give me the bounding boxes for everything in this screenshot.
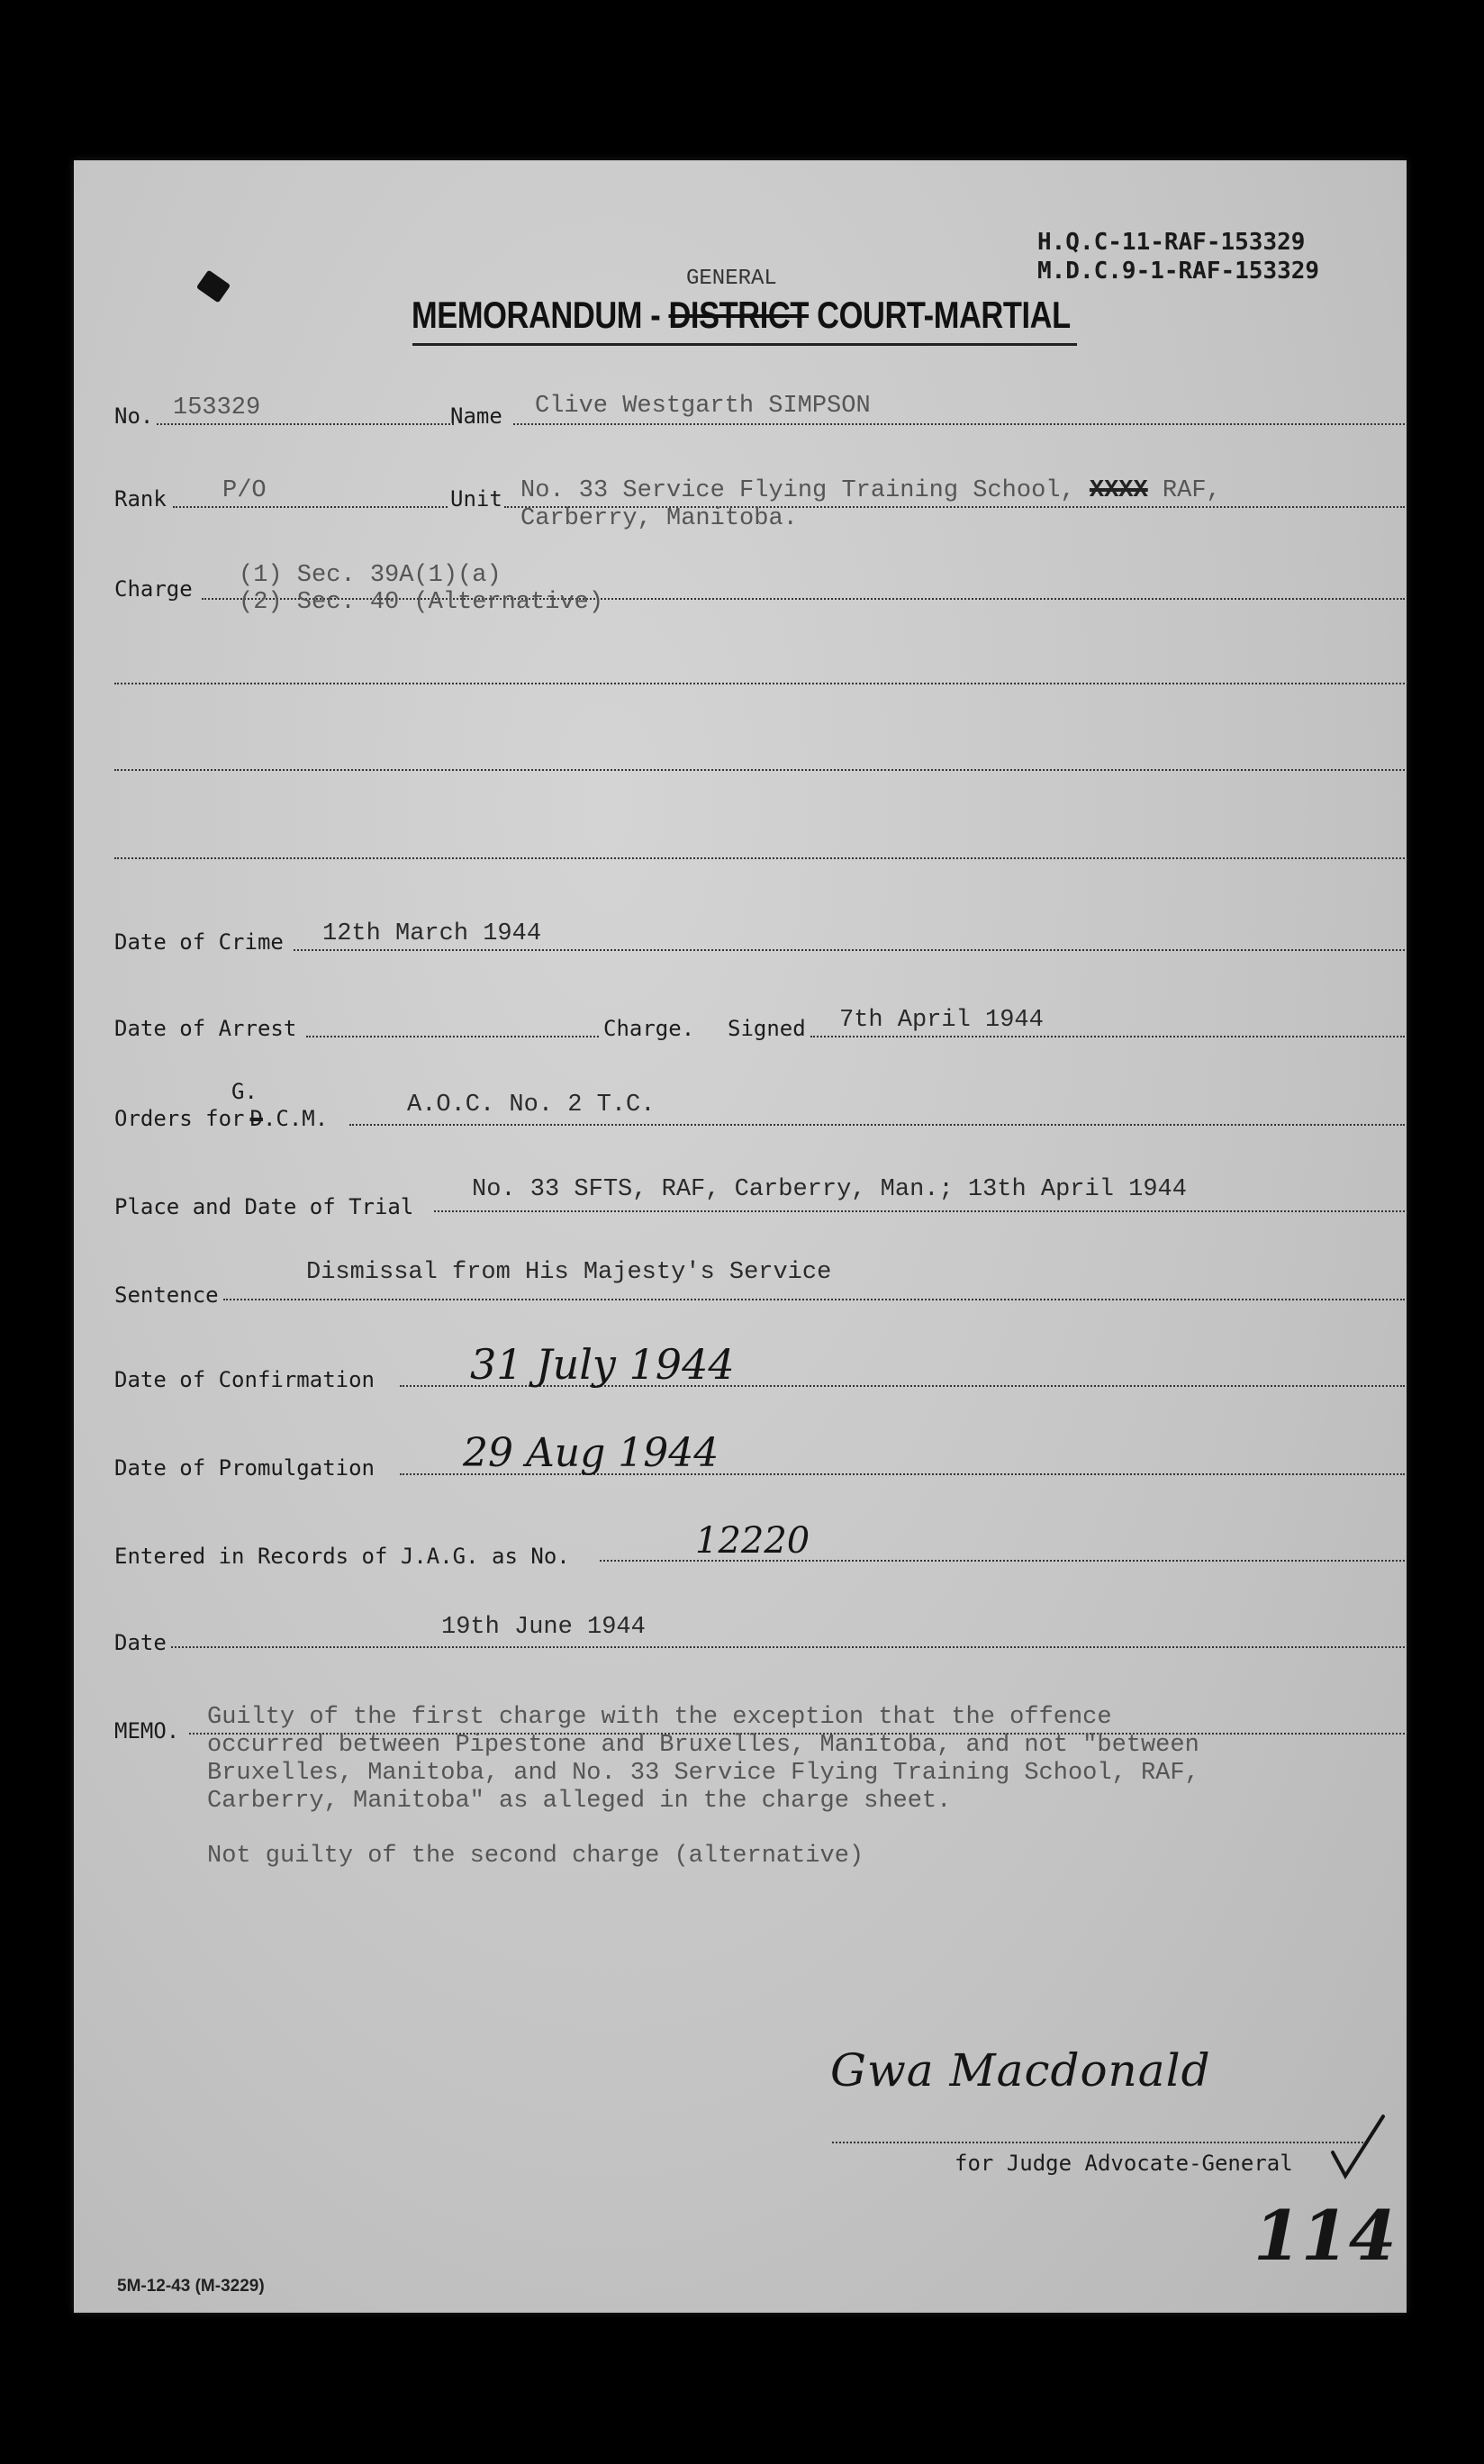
form-number: 5M-12-43 (M-3229) [117, 2277, 265, 2296]
signature: Gwa Macdonald [830, 2044, 1211, 2097]
place-date-trial-label: Place and Date of Trial [114, 1194, 414, 1219]
date-value: 19th June 1944 [441, 1614, 646, 1641]
memo-line-2: occurred between Pipestone and Bruxelles, Manitoba, and not "between [207, 1732, 1199, 1759]
charge-signed-rule [810, 1036, 1405, 1037]
hq-reference-1: H.Q.C-11-RAF-153329 [1037, 229, 1306, 256]
sentence-rule [223, 1299, 1405, 1300]
unit-school: No. 33 Service Flying Training School, [520, 477, 1075, 504]
jag-record-number: 12220 [695, 1520, 810, 1562]
orders-for-prefix: Orders for [114, 1106, 245, 1131]
name-value: Clive Westgarth SIMPSON [535, 393, 871, 420]
no-value: 153329 [173, 394, 261, 421]
entered-records-label: Entered in Records of J.A.G. as No. [114, 1544, 570, 1569]
orders-for-struck-letter: D [249, 1106, 263, 1131]
title-underline [412, 343, 1077, 346]
title-left: MEMORANDUM - [412, 294, 661, 336]
date-confirmation-value: 31 July 1944 [470, 1340, 735, 1389]
orders-for-inserted-letter: G. [231, 1079, 258, 1104]
date-label: Date [114, 1630, 167, 1655]
memorandum-sheet [74, 160, 1407, 2313]
date-of-arrest-label: Date of Arrest [114, 1016, 297, 1041]
unit-service: RAF, [1162, 477, 1221, 504]
unit-value-line-1 [520, 477, 1221, 504]
memo-line-4: Carberry, Manitoba" as alleged in the charge sheet. [207, 1788, 952, 1815]
sentence-value: Dismissal from His Majesty's Service [306, 1259, 832, 1286]
charge-label: Charge [114, 576, 193, 602]
unit-label: Unit [450, 486, 502, 512]
orders-for-value: A.O.C. No. 2 T.C. [407, 1092, 656, 1119]
charge-signed-value: 7th April 1944 [839, 1007, 1044, 1034]
check-mark-icon [1327, 2113, 1390, 2185]
date-of-crime-value: 12th March 1944 [322, 920, 542, 947]
memo-line-5: Not guilty of the second charge (alternative) [207, 1843, 864, 1870]
date-promulgation-label: Date of Promulgation [114, 1455, 375, 1481]
place-date-trial-rule [434, 1210, 1405, 1212]
rank-value: P/O [222, 477, 267, 504]
no-label: No. [114, 403, 154, 429]
no-rule [157, 423, 454, 425]
memo-label: MEMO. [114, 1718, 180, 1744]
title-right: COURT-MARTIAL [817, 294, 1071, 336]
name-label: Name [450, 403, 502, 429]
page-number: 114 [1253, 2196, 1397, 2276]
stamp-mark [196, 270, 231, 303]
title-struck-word: DISTRICT [668, 294, 809, 336]
orders-for-label [114, 1106, 328, 1131]
charge-signed-label: Charge. [603, 1016, 695, 1041]
title-inserted-word: GENERAL [686, 267, 777, 291]
date-rule [171, 1646, 1405, 1648]
signature-rule [832, 2142, 1363, 2143]
sentence-label: Sentence [114, 1282, 219, 1308]
blank-rule-3 [114, 857, 1405, 859]
unit-struck-word: XXXX [1089, 477, 1148, 504]
rank-rule [173, 506, 448, 508]
date-of-arrest-rule [306, 1036, 599, 1037]
orders-for-suffix: .C.M. [262, 1106, 329, 1131]
signature-caption: for Judge Advocate-General [955, 2151, 1293, 2176]
name-rule [513, 423, 1405, 425]
date-promulgation-value: 29 Aug 1944 [463, 1430, 719, 1476]
page-title [412, 294, 1071, 337]
charge-value-line-2: (2) Sec. 40 (Alternative) [239, 589, 604, 616]
unit-value-line-2: Carberry, Manitoba. [520, 505, 798, 532]
date-of-crime-label: Date of Crime [114, 929, 284, 955]
charge-value-line-1: (1) Sec. 39A(1)(a) [239, 562, 502, 589]
rank-label: Rank [114, 486, 167, 512]
signed-label: Signed [728, 1016, 806, 1041]
memo-line-1: Guilty of the first charge with the exception that the offence [207, 1704, 1112, 1731]
date-of-crime-rule [294, 949, 1405, 951]
blank-rule-1 [114, 683, 1405, 684]
hq-reference-2: M.D.C.9-1-RAF-153329 [1037, 258, 1320, 285]
blank-rule-2 [114, 769, 1405, 771]
memo-line-3: Bruxelles, Manitoba, and No. 33 Service Flying Training School, RAF, [207, 1760, 1199, 1787]
place-date-trial-value: No. 33 SFTS, RAF, Carberry, Man.; 13th April 1944 [472, 1176, 1187, 1203]
orders-for-rule [349, 1124, 1405, 1126]
date-confirmation-label: Date of Confirmation [114, 1367, 375, 1392]
